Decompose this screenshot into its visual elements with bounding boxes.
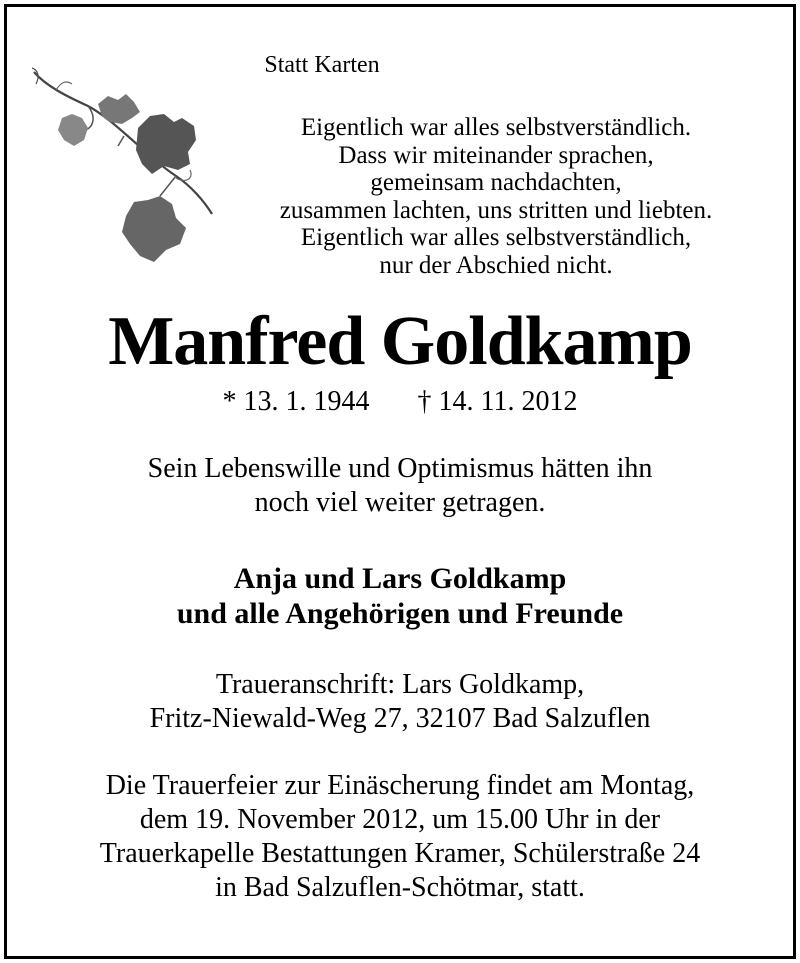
mourners-line: und alle Angehörigen und Freunde	[176, 597, 624, 630]
quote-line: Sein Lebenswille und Optimismus hätten ihn	[147, 453, 653, 484]
ceremony-details	[0, 769, 800, 905]
poem	[236, 114, 756, 279]
ceremony-line: dem 19. November 2012, um 15.00 Uhr in der	[139, 804, 661, 835]
poem-line: Eigentlich war alles selbstverständlich.	[300, 114, 692, 141]
ceremony-line: Die Trauerfeier zur Einäscherung findet am Montag,	[105, 770, 695, 801]
birth-date: * 13. 1. 1944	[222, 386, 370, 417]
notice-header: Statt Karten	[264, 52, 380, 78]
poem-line: Eigentlich war alles selbstverständlich,	[300, 224, 692, 251]
death-date: † 14. 11. 2012	[417, 386, 578, 417]
mourning-address	[0, 668, 800, 736]
address-line: Traueranschrift: Lars Goldkamp,	[215, 669, 585, 700]
poem-line: gemeinsam nachdachten,	[370, 169, 622, 196]
ceremony-line: in Bad Salzuflen-Schötmar, statt.	[215, 872, 585, 903]
poem-line: Dass wir miteinander sprachen,	[338, 141, 654, 169]
mourners-line: Anja und Lars Goldkamp	[233, 562, 567, 595]
mourners	[0, 561, 800, 631]
quote	[0, 452, 800, 520]
poem-line: nur der Abschied nicht.	[379, 251, 613, 279]
address-line: Fritz-Niewald-Weg 27, 32107 Bad Salzuflen	[149, 703, 651, 734]
ceremony-line: Trauerkapelle Bestattungen Kramer, Schülerstraße 24	[99, 838, 701, 869]
deceased-name: Manfred Goldkamp	[108, 303, 692, 380]
grapevine-branch-icon	[26, 66, 226, 276]
life-dates	[0, 386, 800, 418]
quote-line: noch viel weiter getragen.	[254, 487, 546, 518]
poem-line: zusammen lachten, uns stritten und liebten.	[279, 196, 713, 224]
